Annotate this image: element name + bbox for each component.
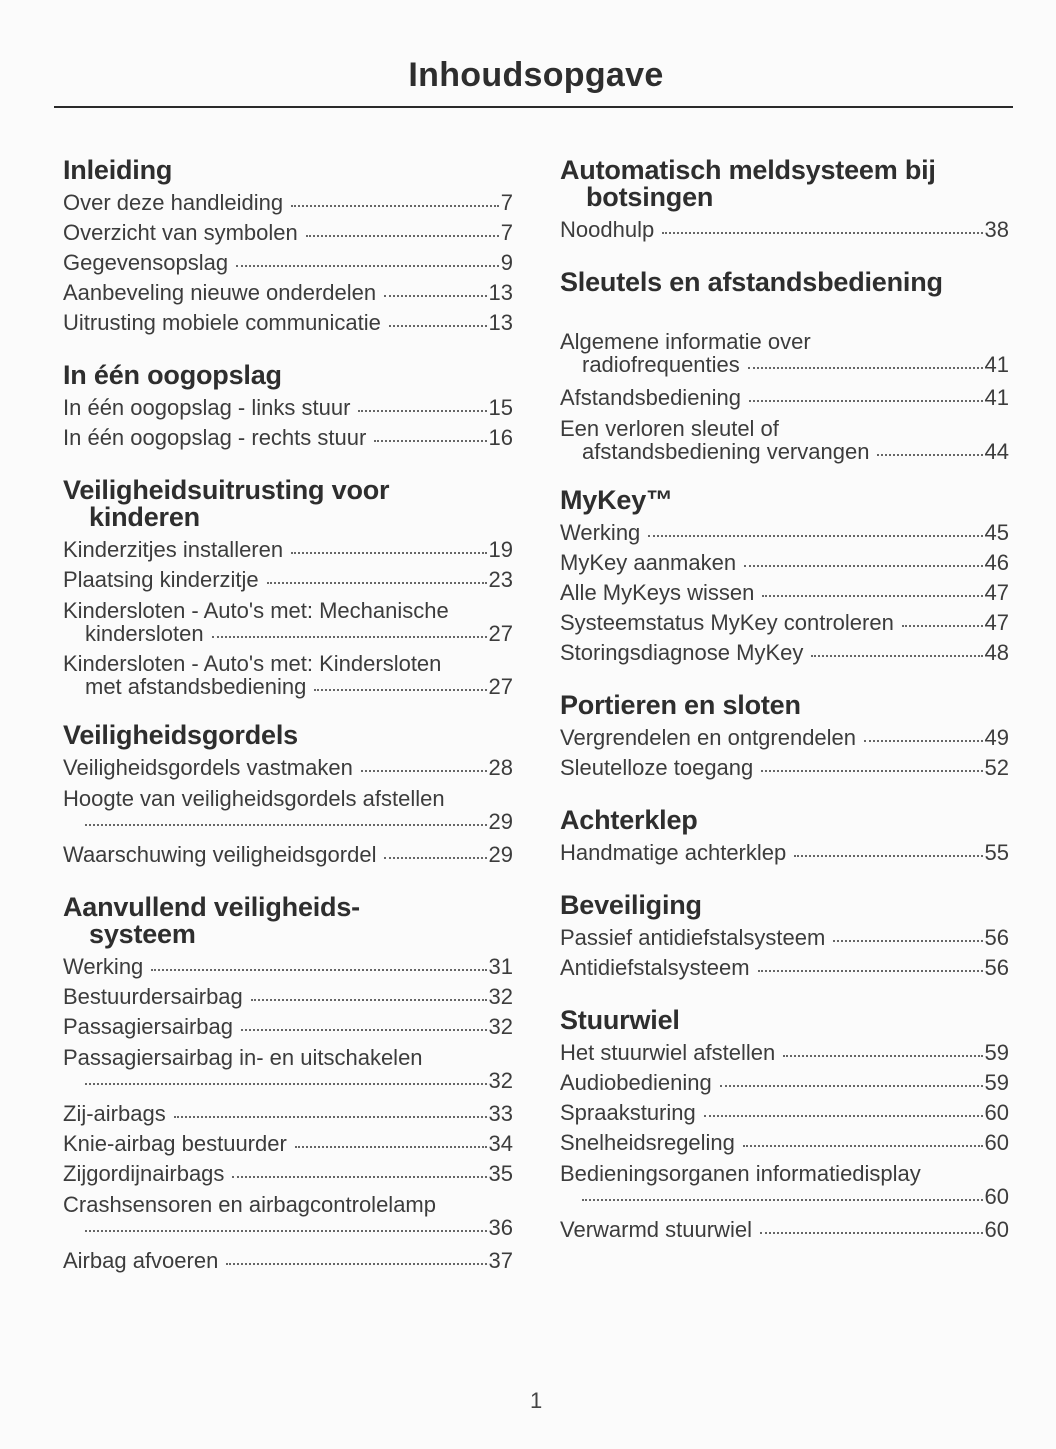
toc-section: [63, 722, 513, 870]
toc-entry-title: Werking: [63, 954, 144, 979]
toc-entry[interactable]: [63, 1099, 513, 1129]
toc-section: [560, 157, 1009, 245]
toc-entry-row: [63, 1246, 513, 1276]
toc-entry-row: [560, 1185, 1009, 1208]
toc-entry[interactable]: [63, 565, 513, 595]
section-heading-text: Stuurwiel: [560, 1005, 680, 1035]
toc-entry-page: 55: [984, 840, 1009, 865]
dot-leader: [306, 235, 499, 237]
toc-entry-row: [560, 1038, 1009, 1068]
toc-entry-title: Alle MyKeys wissen: [560, 580, 755, 605]
toc-entry-title: Zijgordijnairbags: [63, 1161, 225, 1186]
toc-entry[interactable]: [560, 638, 1009, 668]
section-heading[interactable]: [560, 692, 1009, 719]
section-heading[interactable]: [63, 362, 513, 389]
dot-leader: [232, 1176, 486, 1178]
toc-entry-page: 13: [488, 310, 513, 335]
toc-entry-page: 32: [488, 984, 513, 1009]
toc-entry-row: [560, 838, 1009, 868]
dot-leader: [794, 855, 982, 857]
dot-leader: [267, 582, 487, 584]
toc-entry[interactable]: [63, 308, 513, 338]
toc-entry-row: [63, 278, 513, 308]
section-heading-text: MyKey™: [560, 485, 673, 515]
toc-entry[interactable]: [560, 1098, 1009, 1128]
toc-entry[interactable]: [560, 923, 1009, 953]
dot-leader: [236, 265, 499, 267]
dot-leader: [744, 565, 982, 567]
section-heading-text: Achterklep: [560, 805, 698, 835]
toc-entry-page: 31: [488, 954, 513, 979]
section-heading-text: Aanvullend veiligheids-: [63, 892, 360, 922]
dot-leader: [389, 325, 487, 327]
toc-entry-row: [560, 578, 1009, 608]
toc-entry-page: 27: [488, 674, 513, 699]
dot-leader: [704, 1115, 983, 1117]
toc-entry-page: 59: [984, 1070, 1009, 1095]
toc-entry[interactable]: [63, 188, 513, 218]
section-heading[interactable]: [560, 269, 1009, 296]
toc-entry-page: 48: [984, 640, 1009, 665]
toc-entry-page: 52: [984, 755, 1009, 780]
toc-entry-title: Waarschuwing veiligheidsgordel: [63, 842, 377, 867]
toc-entry-row: [560, 1098, 1009, 1128]
section-heading-text: Sleutels en afstandsbediening: [560, 267, 943, 297]
section-heading-text: Inleiding: [63, 155, 173, 185]
section-heading-text: In één oogopslag: [63, 360, 282, 390]
toc-entry-title: Systeemstatus MyKey controleren: [560, 610, 894, 635]
dot-leader: [877, 454, 982, 456]
dot-leader: [648, 535, 982, 537]
toc-entry-title: Afstandsbediening: [560, 385, 742, 410]
toc-entry[interactable]: [63, 1246, 513, 1276]
toc-entry-title: Verwarmd stuurwiel: [560, 1217, 752, 1242]
section-heading[interactable]: [63, 894, 513, 948]
page-number: 1: [530, 1388, 543, 1413]
toc-entry-page: 34: [488, 1131, 513, 1156]
toc-entry-row: [63, 810, 513, 833]
toc-entry-title: kindersloten: [85, 621, 204, 646]
dot-leader: [226, 1263, 486, 1265]
section-heading-continuation: botsingen: [586, 182, 714, 212]
dot-leader: [783, 1055, 982, 1057]
toc-entry-row: [560, 518, 1009, 548]
toc-entry-row: [63, 393, 513, 423]
toc-entry-page: 60: [984, 1217, 1009, 1242]
toc-entry-title-line1: Hoogte van veiligheidsgordels afstellen: [63, 786, 445, 811]
toc-entry-row: [560, 953, 1009, 983]
dot-leader: [748, 367, 983, 369]
dot-leader: [833, 940, 982, 942]
toc-entry[interactable]: [63, 535, 513, 565]
toc-entry-page: 41: [984, 385, 1009, 410]
section-heading-text: Beveiliging: [560, 890, 702, 920]
toc-entry-title: Audiobediening: [560, 1070, 712, 1095]
toc-entry[interactable]: [560, 215, 1009, 245]
section-heading-continuation: kinderen: [89, 502, 200, 532]
toc-entry-title-line1: Kindersloten - Auto's met: Kindersloten: [63, 651, 442, 676]
toc-entry[interactable]: [560, 383, 1009, 413]
toc-entry[interactable]: [63, 1046, 513, 1092]
dot-leader: [251, 999, 487, 1001]
toc-entry-row: [63, 1216, 513, 1239]
toc-entry-title: Passagiersairbag: [63, 1014, 233, 1039]
toc-entry-row: [63, 1069, 513, 1092]
toc-entry-page: 7: [500, 190, 513, 215]
toc-entry-title: Aanbeveling nieuwe onderdelen: [63, 280, 377, 305]
toc-entry[interactable]: [560, 608, 1009, 638]
dot-leader: [743, 1145, 983, 1147]
toc-entry-title: met afstandsbediening: [85, 674, 307, 699]
toc-entry-page: 13: [488, 280, 513, 305]
toc-entry[interactable]: [63, 393, 513, 423]
toc-entry[interactable]: [63, 982, 513, 1012]
toc-entry-row: [63, 1099, 513, 1129]
toc-entry[interactable]: [63, 1193, 513, 1239]
toc-entry-row: [63, 218, 513, 248]
dot-leader: [720, 1085, 983, 1087]
toc-entry[interactable]: [560, 1128, 1009, 1158]
toc-entry-title: Overzicht van symbolen: [63, 220, 298, 245]
toc-entry-row: [63, 1129, 513, 1159]
toc-section: [560, 487, 1009, 668]
toc-entry[interactable]: [560, 548, 1009, 578]
toc-entry[interactable]: [63, 1159, 513, 1189]
toc-entry-row: [63, 188, 513, 218]
toc-entry-title-line1: Kindersloten - Auto's met: Mechanische: [63, 598, 449, 623]
dot-leader: [291, 205, 499, 207]
toc-entry-row: [560, 723, 1009, 753]
toc-section: [63, 362, 513, 453]
toc-entry-page: 19: [488, 537, 513, 562]
toc-entry[interactable]: [560, 753, 1009, 783]
toc-entry-title: Veiligheidsgordels vastmaken: [63, 755, 353, 780]
title-divider: [54, 106, 1013, 108]
section-heading[interactable]: [560, 487, 1009, 514]
toc-entry[interactable]: [63, 952, 513, 982]
section-heading[interactable]: [63, 722, 513, 749]
toc-entry-page: 33: [488, 1101, 513, 1126]
toc-entry[interactable]: [63, 753, 513, 783]
toc-entry-row: [63, 840, 513, 870]
dot-leader: [85, 1230, 487, 1232]
toc-entry-page: 47: [984, 610, 1009, 635]
dot-leader: [174, 1116, 487, 1118]
toc-entry-page: 7: [500, 220, 513, 245]
toc-entry-title-line1: Passagiersairbag in- en uitschakelen: [63, 1045, 423, 1070]
toc-entry-page: 41: [984, 352, 1009, 377]
dot-leader: [749, 400, 982, 402]
toc-entry[interactable]: [560, 518, 1009, 548]
toc-entry[interactable]: [63, 248, 513, 278]
toc-entry-title: Snelheidsregeling: [560, 1130, 735, 1155]
toc-entry-title: Plaatsing kinderzitje: [63, 567, 259, 592]
section-heading-text: Automatisch meldsysteem bij: [560, 155, 936, 185]
toc-entry-title: Bestuurdersairbag: [63, 984, 243, 1009]
dot-leader: [811, 655, 982, 657]
toc-entry-row: [560, 608, 1009, 638]
toc-entry-title: Over deze handleiding: [63, 190, 284, 215]
toc-section: [560, 269, 1009, 463]
toc-entry-page: 9: [500, 250, 513, 275]
toc-entry-row: [560, 638, 1009, 668]
dot-leader: [384, 857, 486, 859]
dot-leader: [314, 689, 486, 691]
toc-entry-title: Het stuurwiel afstellen: [560, 1040, 776, 1065]
toc-entry-row: [63, 1012, 513, 1042]
toc-entry-page: 60: [984, 1184, 1009, 1209]
toc-section: [63, 477, 513, 698]
toc-entry-row: [63, 308, 513, 338]
toc-entry-page: 32: [488, 1068, 513, 1093]
toc-entry-title: radiofrequenties: [582, 352, 740, 377]
section-heading-text: Veiligheidsgordels: [63, 720, 298, 750]
toc-entry-title-line1: Bedieningsorganen informatiedisplay: [560, 1161, 921, 1186]
toc-entry-page: 32: [488, 1014, 513, 1039]
toc-entry-row: [63, 1159, 513, 1189]
section-heading-text: Portieren en sloten: [560, 690, 801, 720]
dot-leader: [358, 410, 486, 412]
toc-entry[interactable]: [63, 599, 513, 645]
toc-entry-title: Airbag afvoeren: [63, 1248, 219, 1273]
toc-entry[interactable]: [63, 1129, 513, 1159]
toc-entry[interactable]: [63, 218, 513, 248]
toc-entry-row: [63, 622, 513, 645]
toc-section: [63, 894, 513, 1276]
section-heading-text: Veiligheidsuitrusting voor: [63, 475, 390, 505]
toc-entry-page: 49: [984, 725, 1009, 750]
section-heading[interactable]: [560, 807, 1009, 834]
toc-entry-row: [560, 753, 1009, 783]
toc-entry[interactable]: [560, 1068, 1009, 1098]
toc-entry-row: [560, 1128, 1009, 1158]
toc-entry-page: 38: [984, 217, 1009, 242]
toc-entry-page: 56: [984, 925, 1009, 950]
toc-entry-title: In één oogopslag - links stuur: [63, 395, 351, 420]
dot-leader: [582, 1199, 983, 1201]
toc-entry-title-line1: Crashsensoren en airbagcontrolelamp: [63, 1192, 436, 1217]
toc-entry-title: Handmatige achterklep: [560, 840, 787, 865]
toc-entry-page: 29: [488, 809, 513, 834]
dot-leader: [212, 636, 487, 638]
toc-entry[interactable]: [560, 1162, 1009, 1208]
toc-entry-row: [560, 1215, 1009, 1245]
toc-entry[interactable]: [63, 278, 513, 308]
toc-entry-title: Passief antidiefstalsysteem: [560, 925, 826, 950]
toc-entry[interactable]: [560, 1038, 1009, 1068]
toc-entry-page: 56: [984, 955, 1009, 980]
toc-entry-page: 35: [488, 1161, 513, 1186]
section-heading[interactable]: [63, 157, 513, 184]
dot-leader: [241, 1029, 487, 1031]
toc-entry[interactable]: [560, 953, 1009, 983]
toc-entry-page: 29: [488, 842, 513, 867]
dot-leader: [85, 1083, 487, 1085]
dot-leader: [384, 295, 486, 297]
toc-entry-page: 27: [488, 621, 513, 646]
dot-leader: [361, 770, 487, 772]
toc-entry-title: Kinderzitjes installeren: [63, 537, 284, 562]
toc-entry-title: Werking: [560, 520, 641, 545]
toc-entry-row: [560, 1068, 1009, 1098]
toc-entry-page: 60: [984, 1100, 1009, 1125]
dot-leader: [295, 1146, 487, 1148]
dot-leader: [762, 595, 982, 597]
toc-entry[interactable]: [63, 652, 513, 698]
toc-entry-title: Sleutelloze toegang: [560, 755, 754, 780]
dot-leader: [85, 824, 487, 826]
toc-entry-row: [63, 248, 513, 278]
toc-entry-page: 23: [488, 567, 513, 592]
dot-leader: [760, 1232, 983, 1234]
toc-entry[interactable]: [63, 423, 513, 453]
dot-leader: [758, 970, 983, 972]
toc-entry-row: [560, 440, 1009, 463]
dot-leader: [151, 969, 486, 971]
toc-right-column: [560, 157, 1009, 1269]
dot-leader: [761, 770, 982, 772]
toc-section: [560, 692, 1009, 783]
toc-entry-row: [560, 353, 1009, 376]
toc-entry-row: [560, 923, 1009, 953]
toc-entry-page: 36: [488, 1215, 513, 1240]
toc-entry-title: Spraaksturing: [560, 1100, 696, 1125]
section-heading[interactable]: [63, 477, 513, 531]
toc-entry[interactable]: [63, 840, 513, 870]
dot-leader: [864, 740, 982, 742]
toc-entry-page: 45: [984, 520, 1009, 545]
toc-entry-page: 44: [984, 439, 1009, 464]
toc-section: [560, 807, 1009, 868]
toc-entry[interactable]: [560, 417, 1009, 463]
dot-leader: [374, 440, 486, 442]
toc-entry-title: Uitrusting mobiele communicatie: [63, 310, 381, 335]
toc-entry-title-line1: Een verloren sleutel of: [560, 416, 779, 441]
dot-leader: [902, 625, 983, 627]
toc-entry-row: [63, 423, 513, 453]
toc-entry-title: MyKey aanmaken: [560, 550, 737, 575]
toc-entry-row: [63, 675, 513, 698]
section-heading[interactable]: [560, 1007, 1009, 1034]
toc-section: [63, 157, 513, 338]
toc-entry-row: [63, 952, 513, 982]
toc-entry-page: 59: [984, 1040, 1009, 1065]
toc-entry-title: Knie-airbag bestuurder: [63, 1131, 287, 1156]
toc-entry-title-line1: Algemene informatie over: [560, 329, 811, 354]
toc-entry-row: [560, 548, 1009, 578]
toc-entry-page: 60: [984, 1130, 1009, 1155]
toc-entry-row: [63, 565, 513, 595]
toc-entry-row: [560, 215, 1009, 245]
toc-entry-title: Zij-airbags: [63, 1101, 166, 1126]
toc-entry-page: 15: [488, 395, 513, 420]
toc-section: [560, 1007, 1009, 1245]
toc-entry[interactable]: [560, 578, 1009, 608]
toc-entry[interactable]: [560, 330, 1009, 376]
toc-entry-page: 47: [984, 580, 1009, 605]
toc-entry-page: 46: [984, 550, 1009, 575]
toc-left-column: [63, 157, 513, 1300]
toc-entry-title: Gegevensopslag: [63, 250, 229, 275]
toc-entry-title: afstandsbediening vervangen: [582, 439, 870, 464]
toc-entry[interactable]: [63, 787, 513, 833]
toc-entry[interactable]: [560, 723, 1009, 753]
toc-entry-row: [63, 535, 513, 565]
toc-entry-title: In één oogopslag - rechts stuur: [63, 425, 367, 450]
dot-leader: [291, 552, 486, 554]
toc-entry[interactable]: [560, 838, 1009, 868]
toc-entry[interactable]: [63, 1012, 513, 1042]
toc-entry-title: Noodhulp: [560, 217, 655, 242]
toc-entry-page: 37: [488, 1248, 513, 1273]
toc-entry-title: Storingsdiagnose MyKey: [560, 640, 804, 665]
toc-entry-row: [560, 383, 1009, 413]
toc-section: [560, 892, 1009, 983]
toc-entry[interactable]: [560, 1215, 1009, 1245]
toc-entry-page: 28: [488, 755, 513, 780]
section-heading[interactable]: [560, 157, 1009, 211]
dot-leader: [662, 232, 982, 234]
page-title: Inhoudsopgave: [408, 56, 664, 94]
toc-entry-page: 16: [488, 425, 513, 450]
toc-entry-row: [63, 753, 513, 783]
section-heading-continuation: systeem: [89, 919, 196, 949]
toc-entry-row: [63, 982, 513, 1012]
toc-entry-title: Antidiefstalsysteem: [560, 955, 750, 980]
section-heading[interactable]: [560, 892, 1009, 919]
toc-entry-title: Vergrendelen en ontgrendelen: [560, 725, 857, 750]
